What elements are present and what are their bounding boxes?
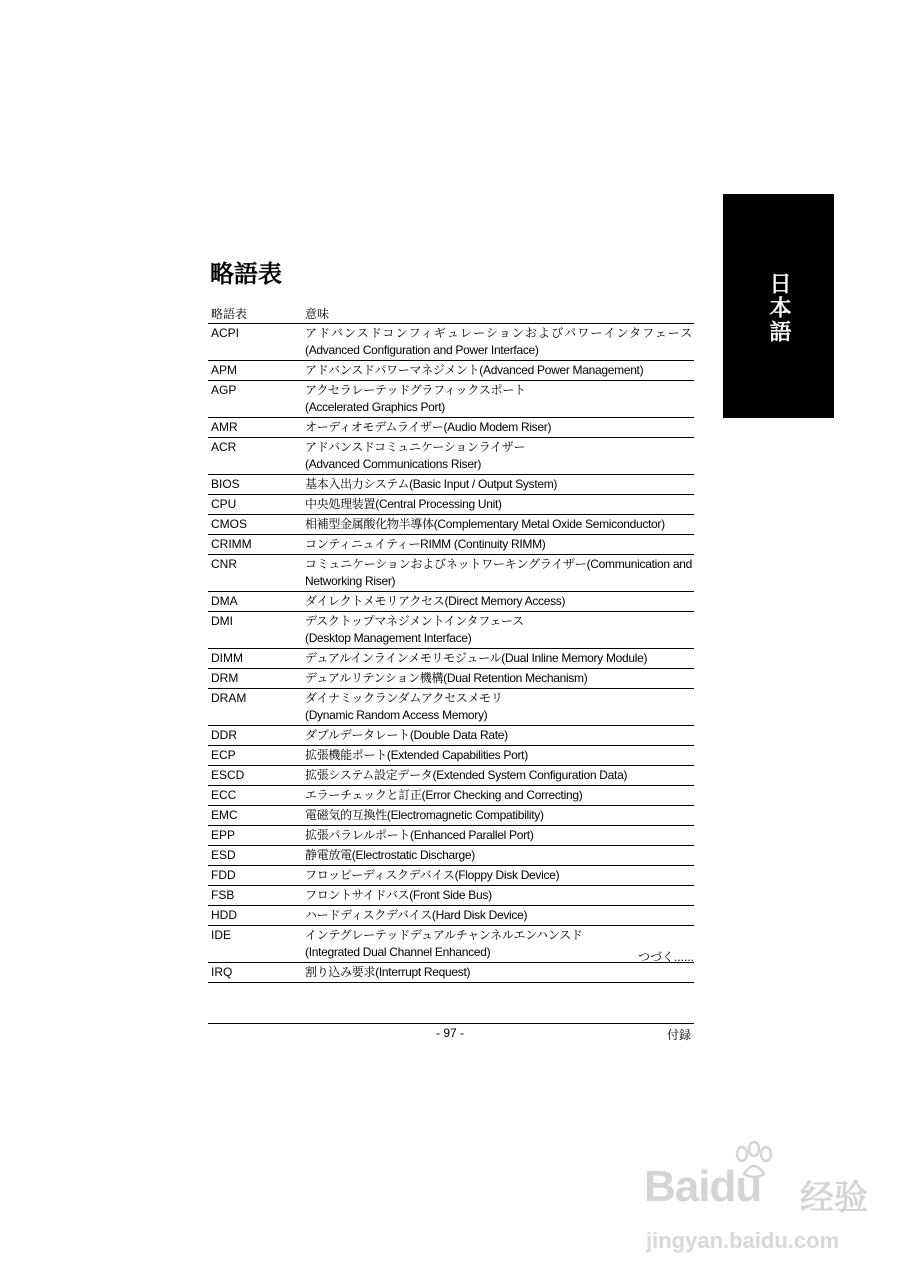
- table-row: [208, 963, 694, 983]
- table-row: [208, 826, 694, 846]
- row-abbr: FSB: [211, 888, 235, 902]
- language-side-tab: [723, 194, 834, 418]
- table-row: [208, 475, 694, 495]
- side-tab-label: 日本語: [766, 272, 791, 344]
- row-abbr: EPP: [211, 828, 236, 842]
- table-row: [208, 786, 694, 806]
- row-meaning: 基本入出力システム(Basic Input / Output System): [305, 477, 558, 491]
- row-abbr: ECC: [211, 788, 237, 802]
- table-row: [208, 535, 694, 555]
- row-meaning: 中央処理装置(Central Processing Unit): [305, 497, 502, 511]
- row-meaning: デュアルリテンション機構(Dual Retention Mechanism): [305, 671, 588, 685]
- row-abbr: ECP: [211, 748, 236, 762]
- row-abbr: ESD: [211, 848, 236, 862]
- row-abbr: DDR: [211, 728, 237, 742]
- table-row: [208, 418, 694, 438]
- abbreviation-table: [208, 305, 694, 983]
- table-row: [208, 866, 694, 886]
- header-meaning: 意味: [305, 307, 330, 321]
- row-meaning: アドバンスドパワーマネジメント(Advanced Power Management): [305, 363, 644, 377]
- row-meaning: オーディオモデムライザー(Audio Modem Riser): [305, 420, 552, 434]
- table-row: [208, 324, 694, 361]
- row-abbr: DRM: [211, 671, 239, 685]
- row-meaning: ダブルデータレート(Double Data Rate): [305, 728, 508, 742]
- row-abbr: ESCD: [211, 768, 245, 782]
- row-abbr: DRAM: [211, 691, 247, 705]
- table-row: [208, 886, 694, 906]
- row-abbr: DMI: [211, 614, 233, 628]
- table-row: [208, 689, 694, 726]
- row-meaning: 静電放電(Electrostatic Discharge): [305, 848, 476, 862]
- row-abbr: ACR: [211, 440, 237, 454]
- table-row: [208, 381, 694, 418]
- table-row: [208, 515, 694, 535]
- row-abbr: ACPI: [211, 326, 240, 340]
- row-abbr: CMOS: [211, 517, 247, 531]
- row-meaning: アドバンスドコミュニケーションライザー (Advanced Communications Riser): [305, 440, 526, 471]
- row-abbr: CNR: [211, 557, 237, 571]
- row-abbr: BIOS: [211, 477, 240, 491]
- row-meaning: 電磁気的互換性(Electromagnetic Compatibility): [305, 808, 544, 822]
- watermark-cn: 经验: [800, 1178, 868, 1218]
- row-abbr: AGP: [211, 383, 237, 397]
- row-meaning: デュアルインラインメモリモジュール(Dual Inline Memory Module): [305, 651, 648, 665]
- row-abbr: APM: [211, 363, 238, 377]
- row-meaning: コンティニュイティーRIMM (Continuity RIMM): [305, 537, 546, 551]
- table-row: [208, 906, 694, 926]
- table-row: [208, 495, 694, 515]
- table-row: [208, 438, 694, 475]
- table-row: [208, 361, 694, 381]
- page-number: - 97 -: [435, 1026, 464, 1040]
- row-meaning: 割り込み要求(Interrupt Request): [305, 965, 471, 979]
- row-meaning: エラーチェックと訂正(Error Checking and Correcting): [305, 788, 583, 802]
- page-title: 略語表: [210, 260, 282, 288]
- row-meaning: 拡張システム設定データ(Extended System Configuration Data): [305, 768, 628, 782]
- row-abbr: DMA: [211, 594, 238, 608]
- watermark-url: jingyan.baidu.com: [646, 1228, 840, 1253]
- row-meaning: アドバンスドコンフィギュレーションおよびパワーインタフェース(Advanced Configuration and Power Interface): [305, 326, 692, 357]
- continued-label: つづく......: [637, 950, 694, 964]
- table-row: [208, 846, 694, 866]
- row-meaning: フロントサイドバス(Front Side Bus): [305, 888, 492, 902]
- row-meaning: アクセラレーテッドグラフィックスポート (Accelerated Graphics Port): [305, 383, 526, 414]
- table-row: [208, 726, 694, 746]
- table-row: [208, 649, 694, 669]
- header-abbr: 略語表: [211, 307, 248, 321]
- table-row: [208, 555, 694, 592]
- watermark-logo: Baidu: [644, 1162, 762, 1211]
- row-abbr: IDE: [211, 928, 232, 942]
- footer-divider: [208, 1023, 694, 1024]
- table-row: [208, 766, 694, 786]
- table-row: [208, 612, 694, 649]
- table-row: [208, 592, 694, 612]
- row-meaning: ダイレクトメモリアクセス(Direct Memory Access): [305, 594, 566, 608]
- row-abbr: HDD: [211, 908, 237, 922]
- row-meaning: 相補型金属酸化物半導体(Complementary Metal Oxide Semiconductor): [305, 517, 665, 531]
- row-abbr: IRQ: [211, 965, 233, 979]
- row-abbr: EMC: [211, 808, 238, 822]
- baidu-watermark: [640, 1140, 890, 1270]
- row-meaning: ダイナミックランダムアクセスメモリ (Dynamic Random Access Memory): [305, 691, 503, 722]
- row-meaning: インテグレーテッドデュアルチャンネルエンハンスド (Integrated Dual Channel Enhanced): [305, 928, 583, 959]
- row-meaning: 拡張パラレルポート(Enhanced Parallel Port): [305, 828, 534, 842]
- table-row: [208, 806, 694, 826]
- table-row: [208, 746, 694, 766]
- footer-section-label: 付録: [666, 1028, 691, 1042]
- row-meaning: フロッピーディスクデバイス(Floppy Disk Device): [305, 868, 560, 882]
- table-body: [208, 324, 694, 983]
- row-meaning: コミュニケーションおよびネットワーキングライザー(Communication and Networking Riser): [305, 557, 692, 588]
- row-meaning: ハードディスクデバイス(Hard Disk Device): [305, 908, 528, 922]
- table-header: [208, 305, 694, 324]
- row-abbr: CRIMM: [211, 537, 252, 551]
- row-abbr: DIMM: [211, 651, 243, 665]
- row-abbr: AMR: [211, 420, 238, 434]
- row-abbr: CPU: [211, 497, 237, 511]
- table-row: [208, 669, 694, 689]
- row-meaning: デスクトップマネジメントインタフェース (Desktop Management Interface): [305, 614, 524, 645]
- row-abbr: FDD: [211, 868, 236, 882]
- row-meaning: 拡張機能ポート(Extended Capabilities Port): [305, 748, 528, 762]
